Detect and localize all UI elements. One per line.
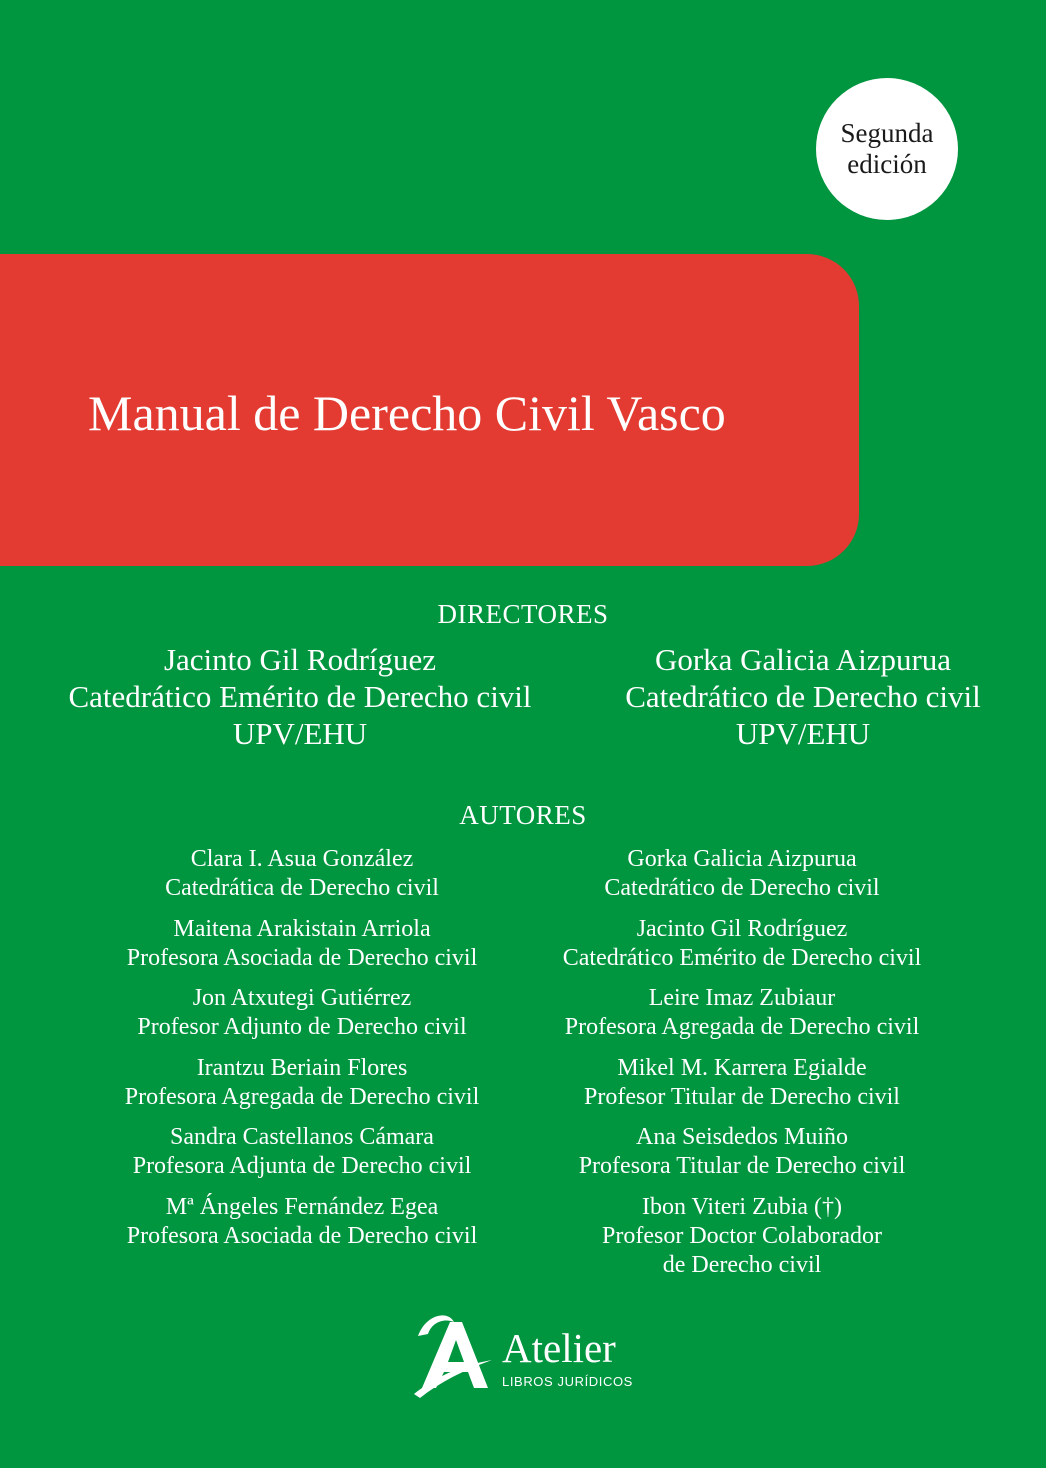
- author-entry: [82, 845, 522, 915]
- author-entry: [82, 915, 522, 985]
- author-name: Maitena Arakistain Arriola: [173, 915, 431, 942]
- publisher-name: Atelier: [502, 1325, 616, 1371]
- author-role: Profesora Agregada de Derecho civil: [124, 1083, 480, 1110]
- author-name: Jacinto Gil Rodríguez: [636, 915, 848, 942]
- directors-heading: DIRECTORES: [437, 599, 609, 629]
- author-name: Jon Atxutegi Gutiérrez: [192, 985, 412, 1011]
- author-name: Gorka Galicia Aizpurua: [627, 846, 857, 872]
- author-entry: [522, 984, 962, 1054]
- edition-badge-line1: Segunda: [840, 118, 934, 148]
- author-role: Profesora Agregada de Derecho civil: [564, 1014, 920, 1040]
- director-affiliation: UPV/EHU: [735, 716, 871, 751]
- author-entry: [82, 984, 522, 1054]
- director-role: Catedrático de Derecho civil: [625, 679, 981, 714]
- director-name: Gorka Galicia Aizpurua: [654, 642, 952, 677]
- author-name: Clara I. Asua González: [190, 846, 414, 872]
- author-role: Profesora Asociada de Derecho civil: [126, 944, 478, 971]
- authors-right-column: [522, 845, 962, 1278]
- publisher-logo: [414, 1308, 644, 1398]
- author-role: Profesor Adjunto de Derecho civil: [137, 1014, 467, 1040]
- book-title: Manual de Derecho Civil Vasco: [88, 385, 726, 441]
- director-1: [40, 641, 560, 752]
- author-name: Sandra Castellanos Cámara: [170, 1124, 434, 1150]
- author-role: Catedrática de Derecho civil: [165, 875, 439, 901]
- author-name: Mª Ángeles Fernández Egea: [165, 1193, 439, 1220]
- director-name: Jacinto Gil Rodríguez: [163, 642, 437, 677]
- author-name: Leire Imaz Zubiaur: [648, 985, 836, 1011]
- author-entry: [522, 845, 962, 915]
- author-name: Mikel M. Karrera Egialde: [617, 1054, 867, 1081]
- director-affiliation: UPV/EHU: [232, 716, 368, 751]
- author-entry: [82, 1193, 522, 1263]
- edition-badge-line2: edición: [847, 149, 927, 179]
- edition-badge: [816, 78, 958, 220]
- author-role: Profesora Titular de Derecho civil: [578, 1153, 906, 1179]
- author-entry: [522, 915, 962, 985]
- author-role: Profesor Titular de Derecho civil: [584, 1083, 900, 1110]
- author-entry: [82, 1123, 522, 1193]
- author-entry: [522, 1054, 962, 1124]
- author-role: Profesora Asociada de Derecho civil: [126, 1222, 478, 1249]
- author-name: Irantzu Beriain Flores: [196, 1054, 408, 1081]
- author-role: Profesora Adjunta de Derecho civil: [132, 1153, 472, 1179]
- author-role: Catedrático Emérito de Derecho civil: [562, 944, 922, 971]
- author-role-continued: de Derecho civil: [662, 1251, 822, 1278]
- authors-left-column: [82, 845, 522, 1262]
- author-entry: [522, 1193, 962, 1278]
- publisher-tagline: LIBROS JURÍDICOS: [502, 1374, 633, 1389]
- author-name: Ibon Viteri Zubia (†): [641, 1193, 843, 1220]
- author-entry: [522, 1123, 962, 1193]
- director-role: Catedrático Emérito de Derecho civil: [68, 679, 532, 714]
- author-role: Catedrático de Derecho civil: [604, 875, 880, 901]
- author-entry: [82, 1054, 522, 1124]
- authors-heading: AUTORES: [459, 800, 587, 830]
- director-2: [543, 641, 1046, 752]
- atelier-a-logo-icon: [414, 1308, 494, 1398]
- author-role: Profesor Doctor Colaborador: [602, 1222, 882, 1249]
- author-name: Ana Seisdedos Muiño: [636, 1124, 848, 1150]
